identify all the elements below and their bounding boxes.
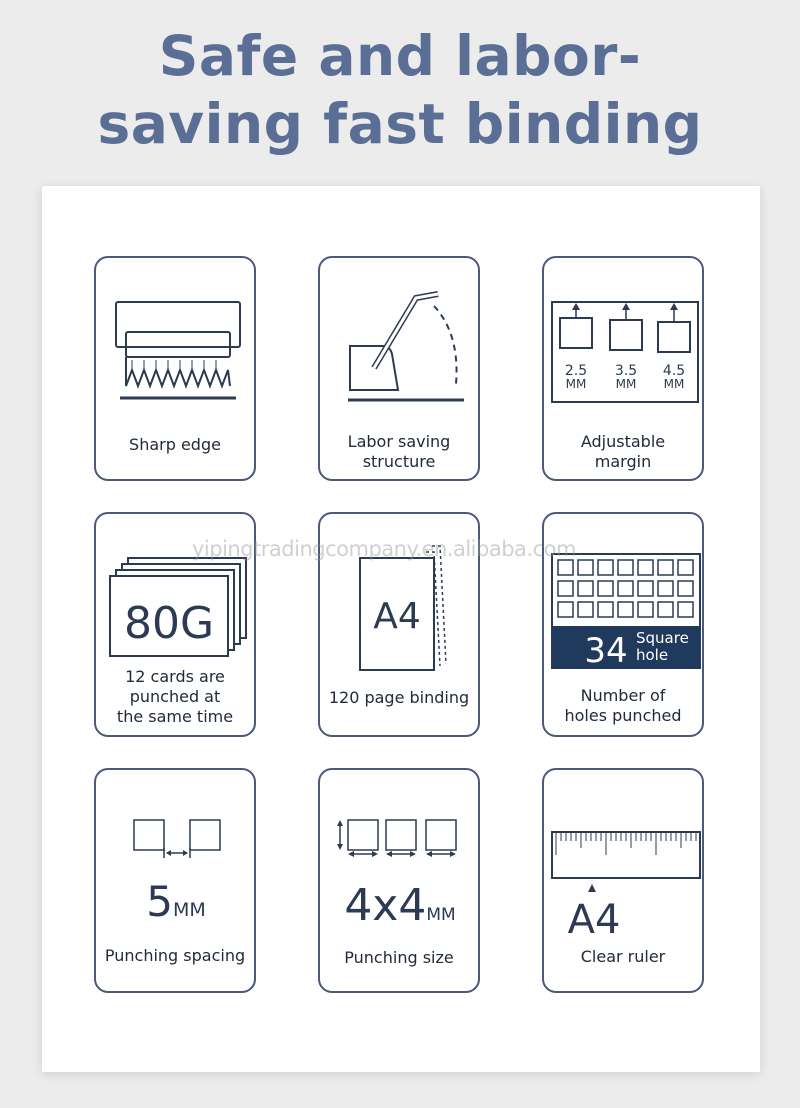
square-hole <box>638 602 653 617</box>
feature-label: Punching spacing <box>104 946 246 965</box>
margin-unit-3: MM <box>663 377 685 391</box>
feature-card-labor-saving <box>318 256 480 481</box>
square-hole <box>558 581 573 596</box>
square-hole <box>578 581 593 596</box>
square-hole <box>678 581 693 596</box>
size-unit: MM <box>426 905 456 925</box>
page-headline <box>0 22 800 158</box>
square-hole <box>578 602 593 617</box>
spacing-value: 5 <box>146 877 173 926</box>
feature-label-line: Labor saving <box>347 432 451 451</box>
feature-label <box>548 686 698 726</box>
hole-count: 34 <box>584 631 628 671</box>
feature-label: Punching size <box>344 948 454 967</box>
feature-label: Sharp edge <box>129 435 221 454</box>
feature-card-punching-spacing <box>94 768 256 993</box>
feature-label-line: holes punched <box>564 706 682 725</box>
feature-label-line: margin <box>594 452 652 471</box>
margin-value-2: 3.5 <box>614 363 638 379</box>
square-hole <box>618 581 633 596</box>
feature-label-line: 12 cards are <box>125 667 225 686</box>
square-hole <box>638 581 653 596</box>
square-hole <box>658 581 673 596</box>
paper-size-text: A4 <box>373 596 421 637</box>
feature-label-line: Adjustable <box>580 432 666 451</box>
square-hole <box>598 602 613 617</box>
feature-card-clear-ruler <box>542 768 704 993</box>
feature-label-line: punched at <box>129 687 221 706</box>
feature-label-line: structure <box>362 452 436 471</box>
size-value: 4x4 <box>344 880 427 931</box>
square-hole <box>578 560 593 575</box>
square-hole <box>658 602 673 617</box>
square-hole <box>598 560 613 575</box>
margin-unit-2: MM <box>615 377 637 391</box>
headline-line-2: saving fast binding <box>97 92 703 156</box>
margin-value-3: 4.5 <box>662 363 686 379</box>
feature-label: Clear ruler <box>580 947 666 966</box>
square-hole <box>678 560 693 575</box>
square-hole <box>678 602 693 617</box>
paper-weight-text: 80G <box>123 598 215 649</box>
feature-label <box>324 432 474 472</box>
feature-label <box>100 667 250 727</box>
square-hole <box>618 602 633 617</box>
feature-label: 120 page binding <box>328 688 470 707</box>
watermark: yipingtradingcompany.en.alibaba.com <box>192 537 576 561</box>
spacing-readout <box>146 877 206 926</box>
margin-unit-1: MM <box>565 377 587 391</box>
headline-line-1: Safe and labor- <box>158 24 642 88</box>
square-hole <box>618 560 633 575</box>
feature-label-line: Number of <box>580 686 666 705</box>
square-hole <box>558 560 573 575</box>
size-readout <box>344 880 455 931</box>
margin-value-1: 2.5 <box>564 363 588 379</box>
feature-card-sharp-edge <box>94 256 256 481</box>
feature-label <box>548 432 698 472</box>
hole-word-2: hole <box>636 646 669 664</box>
feature-card-punching-size <box>318 768 480 993</box>
features-panel <box>42 186 760 1072</box>
spacing-unit: MM <box>172 899 206 921</box>
hole-word-1: Square <box>636 629 689 647</box>
square-hole <box>638 560 653 575</box>
square-hole <box>658 560 673 575</box>
feature-label-line: the same time <box>116 707 234 726</box>
square-hole <box>598 581 613 596</box>
feature-card-adjustable-margin <box>542 256 704 481</box>
square-hole <box>558 602 573 617</box>
ruler-paper-size: A4 <box>567 897 621 943</box>
